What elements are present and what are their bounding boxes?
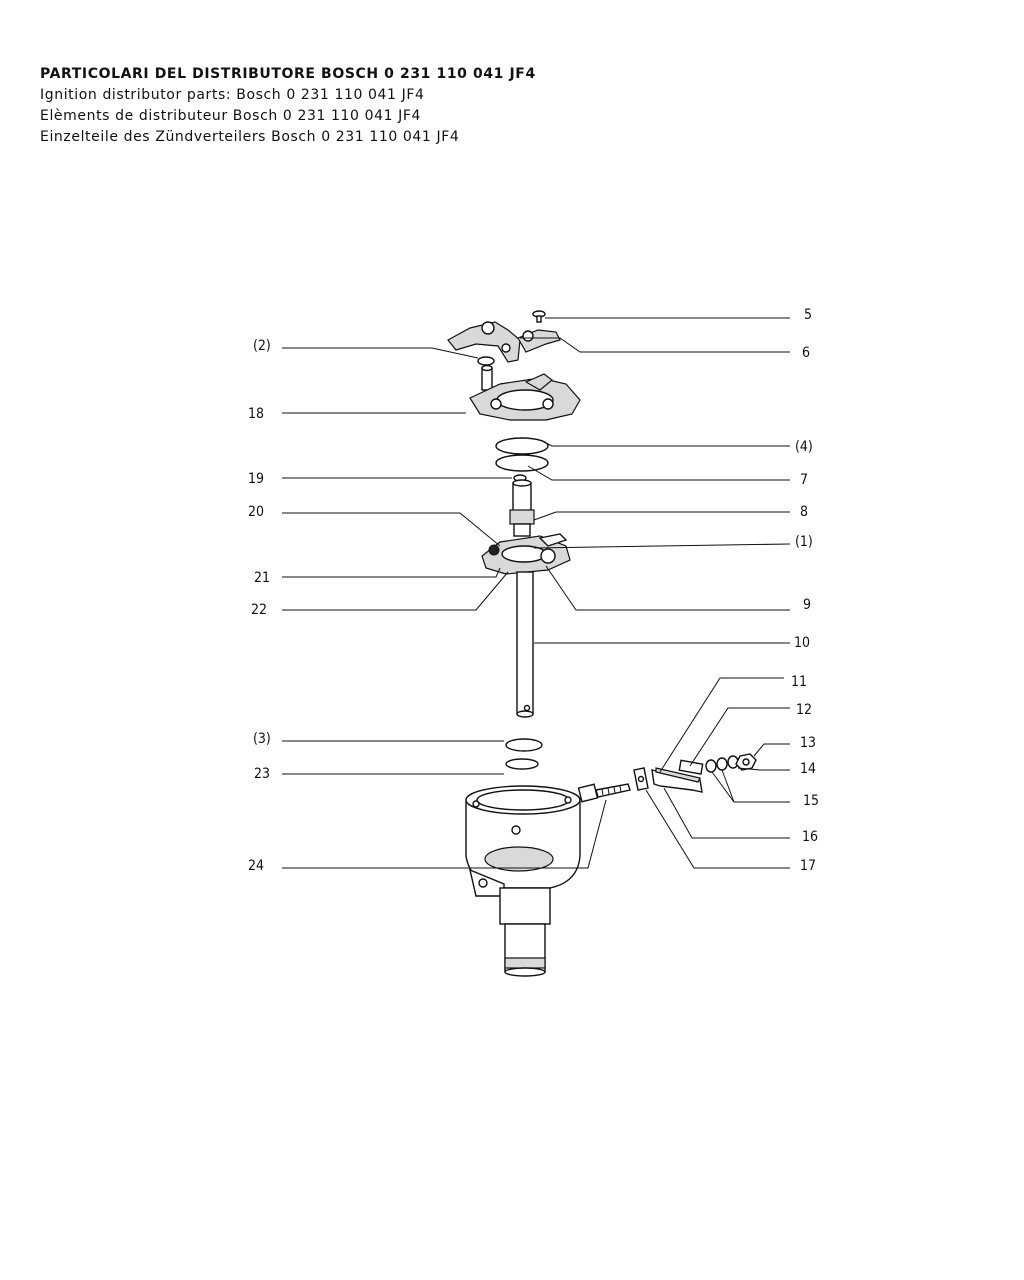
label-8: 8 bbox=[800, 504, 809, 520]
part-breaker-plate bbox=[470, 366, 580, 421]
part-housing bbox=[466, 786, 580, 976]
part-screw-5 bbox=[533, 311, 545, 322]
label-5: 5 bbox=[804, 307, 813, 323]
title-french: Elèments de distributeur Bosch 0 231 110 041 JF4 bbox=[40, 108, 422, 124]
part-washer-23 bbox=[506, 759, 538, 769]
label-23: 23 bbox=[254, 766, 271, 782]
part-advance-mechanism bbox=[482, 534, 570, 574]
label-4: (4) bbox=[795, 439, 813, 455]
part-shaft bbox=[517, 572, 533, 717]
label-18: 18 bbox=[248, 406, 265, 422]
label-19: 19 bbox=[248, 471, 265, 487]
part-washer-2 bbox=[478, 357, 494, 365]
label-14: 14 bbox=[800, 761, 817, 777]
label-17: 17 bbox=[800, 858, 817, 874]
part-clamp-assembly bbox=[634, 754, 756, 792]
label-10: 10 bbox=[794, 635, 811, 651]
label-2: (2) bbox=[253, 338, 271, 354]
label-15: 15 bbox=[803, 793, 820, 809]
part-washer-3 bbox=[506, 739, 542, 751]
part-ring-4 bbox=[496, 438, 548, 454]
title-german: Einzelteile des Zündverteilers Bosch 0 231 110 041 JF4 bbox=[40, 129, 460, 145]
label-22: 22 bbox=[251, 602, 268, 618]
label-6: 6 bbox=[802, 345, 811, 361]
title-english: Ignition distributor parts: Bosch 0 231 110 041 JF4 bbox=[40, 87, 425, 103]
title-italian: PARTICOLARI DEL DISTRIBUTORE BOSCH 0 231 110 041 JF4 bbox=[40, 66, 536, 82]
label-16: 16 bbox=[802, 829, 819, 845]
label-11: 11 bbox=[791, 674, 808, 690]
label-1: (1) bbox=[795, 534, 813, 550]
part-bolt bbox=[579, 784, 630, 802]
label-13: 13 bbox=[800, 735, 817, 751]
label-21: 21 bbox=[254, 570, 271, 586]
part-ring-7 bbox=[496, 455, 548, 471]
part-breaker-contacts bbox=[448, 322, 560, 362]
label-3: (3) bbox=[253, 731, 271, 747]
label-12: 12 bbox=[796, 702, 813, 718]
label-24: 24 bbox=[248, 858, 265, 874]
label-7: 7 bbox=[800, 472, 809, 488]
part-cam bbox=[510, 480, 534, 536]
label-20: 20 bbox=[248, 504, 265, 520]
label-9: 9 bbox=[803, 597, 812, 613]
